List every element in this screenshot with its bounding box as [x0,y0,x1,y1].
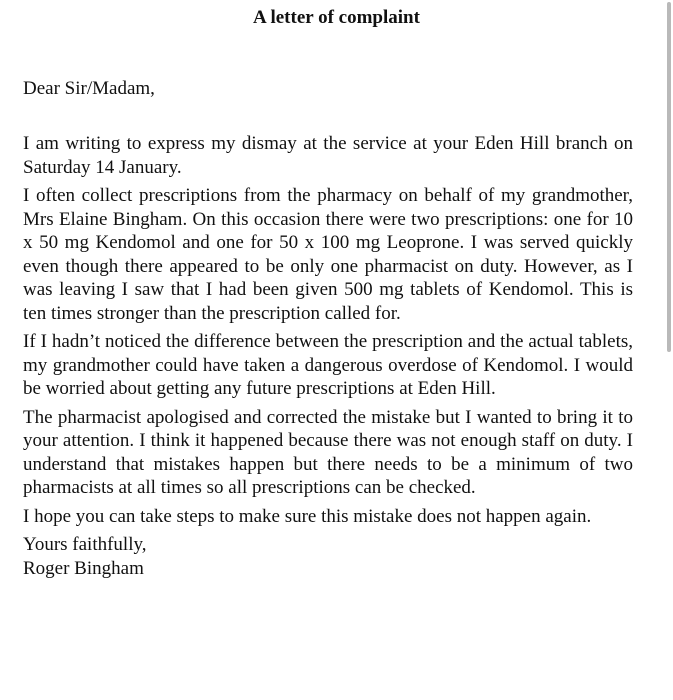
signature: Roger Bingham [23,557,144,579]
paragraph-4: The pharmacist apologised and corrected the mistake but I wanted to bring it to your attention. I think it happened because there was not enough staff on duty. I understand that mistakes happen but there needs to be a minimum of two pharmacists at all times so all prescriptions can be checked. [23,406,633,498]
paragraph-5: I hope you can take steps to make sure this mistake does not happen again. [23,505,592,527]
paragraph-1: I am writing to express my dismay at the service at your Eden Hill branch on Saturday 14 January. [23,133,633,178]
vertical-scrollbar[interactable] [665,0,673,700]
paragraph-2: I often collect prescriptions from the pharmacy on behalf of my grandmother, Mrs Elaine Bingham. On this occasion there were two prescriptions: one for 10 x 50 mg Kendomol and one for 50 x 100 mg Leoprone. I was served quickly even though there appeared to be only one pharmacist on duty. However, as I was leaving I saw that I had been given 500 mg tablets of Kendomol. This is ten times stronger than the prescription called for. [23,185,633,324]
closing-phrase: Yours faithfully, [23,534,147,555]
scrollbar-thumb[interactable] [667,2,671,352]
salutation: Dear Sir/Madam, [23,78,155,99]
letter-body [23,132,633,580]
page-title: A letter of complaint [253,7,420,28]
closing-block [23,533,633,580]
paragraph-3: If I hadn’t noticed the difference between the prescription and the actual tablets, my grandmother could have taken a dangerous overdose of Kendomol. I would be worried about getting any future prescriptions at Eden Hill. [23,331,633,399]
